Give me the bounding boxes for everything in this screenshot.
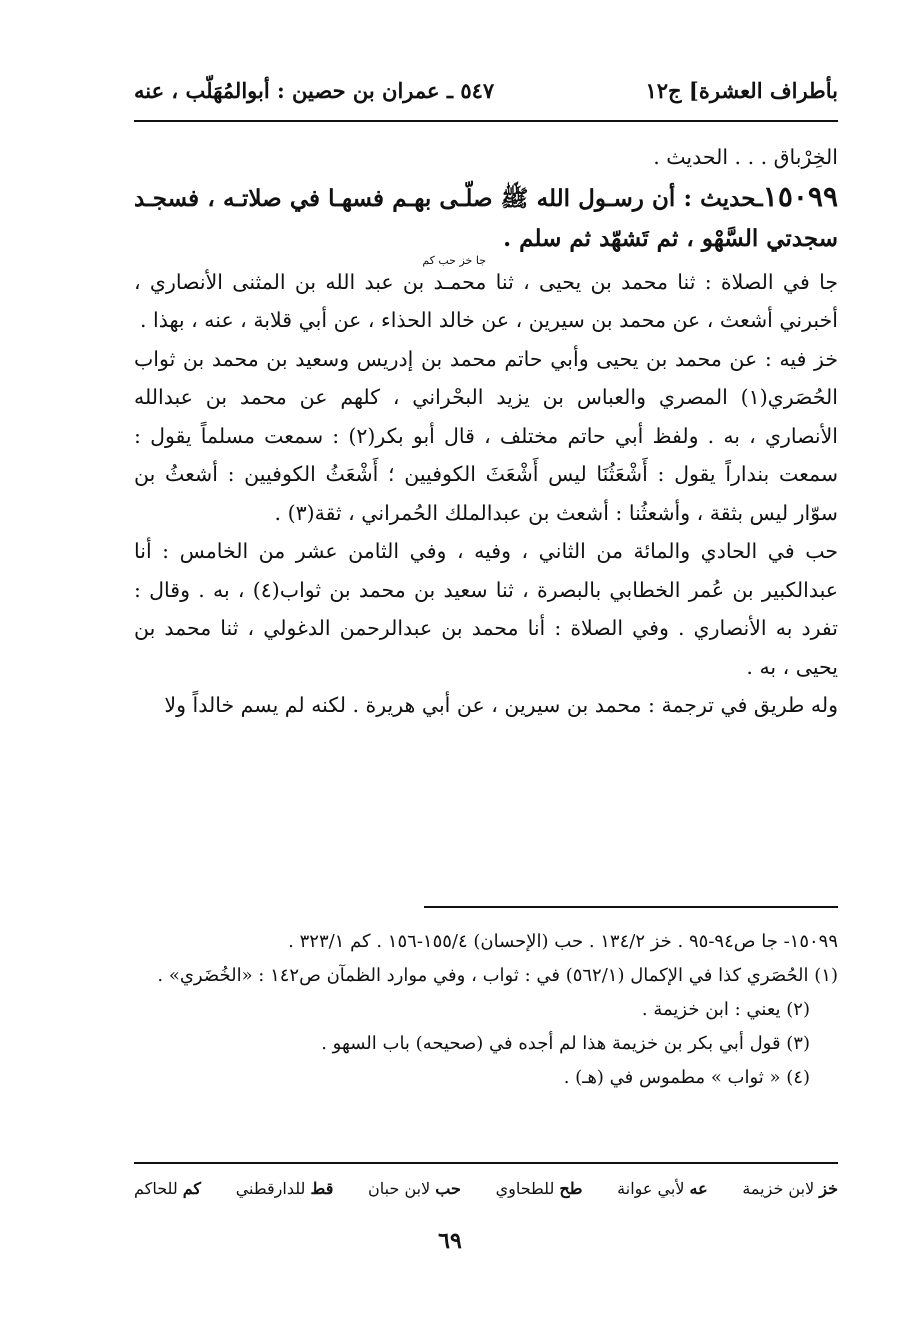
hadith-text: ـحديث : أن رسـول الله ﷺ صلّـى بهـم فسهـا في صلاتـه ، فسجـد سجدتي السَّهْو ، ثم تَشهّد ثم سلم . xyxy=(134,184,838,252)
footnote-2: (٢) يعني : ابن خزيمة . xyxy=(641,999,810,1020)
abbr-item: كم للحاكم xyxy=(134,1178,202,1198)
footnote-3: (٣) قول أبي بكر بن خزيمة هذا لم أجده في (صحيحه) باب السهو . xyxy=(321,1033,810,1054)
header-rule xyxy=(134,120,838,122)
paragraph-2: خز فيه : عن محمد بن يحيى وأبي حاتم محمد بن إدريس وسعيد بن محمد بن ثواب الحُصَري(١) المصري والعباس بن يزيد البحْراني ، كلهم عن محمد بن عبدالله الأنصاري ، به . ولفظ أبي حاتم مختلف ، قال أبو بكر(٢) : سمعت مسلماً يقول : سمعت بنداراً يقول : أَشْعَثُنَا ليس أَشْعَثَ الكوفيين ؛ أَشْعَثُ الكوفيين : أشعثُ بن سوّار ليس بثقة ، وأشعثُنا : أشعث بن عبدالملك الحُمراني ، ثقة(٣) . xyxy=(134,346,839,525)
abbr-item: خز لابن خزيمة xyxy=(742,1178,838,1198)
footnotes xyxy=(134,925,838,1095)
footnote-reference: ١٥٠٩٩- جا ص٩٤-٩٥ . خز ١٣٤/٢ . حب (الإحسان) ١٥٥/٤-١٥٦ . كم ٣٢٣/١ . xyxy=(288,931,838,952)
abbreviation-key xyxy=(134,1170,838,1206)
paragraph-3: حب في الحادي والمائة من الثاني ، وفيه ، وفي الثامن عشر من الخامس : أنا عبدالكبير بن عُمر الخطابي بالبصرة ، ثنا سعيد بن محمد بن ثواب(٤) ، به . وقال : تفرد به الأنصاري . وفي الصلاة : أنا محمد بن عبدالرحمن الدغولي ، ثنا محمد بن يحيى ، به . xyxy=(134,539,838,679)
hadith-number: ١٥٠٩٩ xyxy=(762,179,838,213)
abbr-item: عه لأبي عوانة xyxy=(617,1178,708,1198)
header-left: ٥٤٧ ـ عمران بن حصين : أبوالمُهَلّب ، عنه xyxy=(134,77,495,103)
abbr-item: طح للطحاوي xyxy=(495,1178,583,1198)
abbr-item: قط للدارقطني xyxy=(235,1178,334,1198)
header-right: بأطراف العشرة] ج١٢ xyxy=(645,77,838,103)
abbreviation-rule xyxy=(134,1162,838,1164)
footnote-1: (١) الحُصَري كذا في الإكمال (٥٦٢/١) في : ثواب ، وفي موارد الظمآن ص١٤٢ : «الخُضَري» . xyxy=(157,965,838,986)
paragraph-1: جا في الصلاة : ثنا محمد بن يحيى ، ثنا محمـد بن عبد الله بن المثنى الأنصاري ، أخبرني أشعث ، عن محمد بن سيرين ، عن خالد الحذاء ، عن أبي قلابة ، عنه ، بهذا . xyxy=(134,269,838,332)
footnote-4: (٤) « ثواب » مطموس في (هـ) . xyxy=(563,1067,810,1088)
sigla: جا خز حب كم xyxy=(422,253,486,267)
paragraph-4: وله طريق في ترجمة : محمد بن سيرين ، عن أبي هريرة . لكنه لم يسم خالداً ولا xyxy=(164,693,838,717)
running-header xyxy=(134,70,838,110)
continuation-line: الخِرْباق . . . الحديث . xyxy=(653,145,838,169)
abbr-item: حب لابن حبان xyxy=(368,1178,461,1198)
hadith-heading xyxy=(134,177,838,267)
main-text xyxy=(134,138,838,725)
page-number: ٦٩ xyxy=(438,1228,462,1254)
footnote-rule xyxy=(424,906,838,908)
